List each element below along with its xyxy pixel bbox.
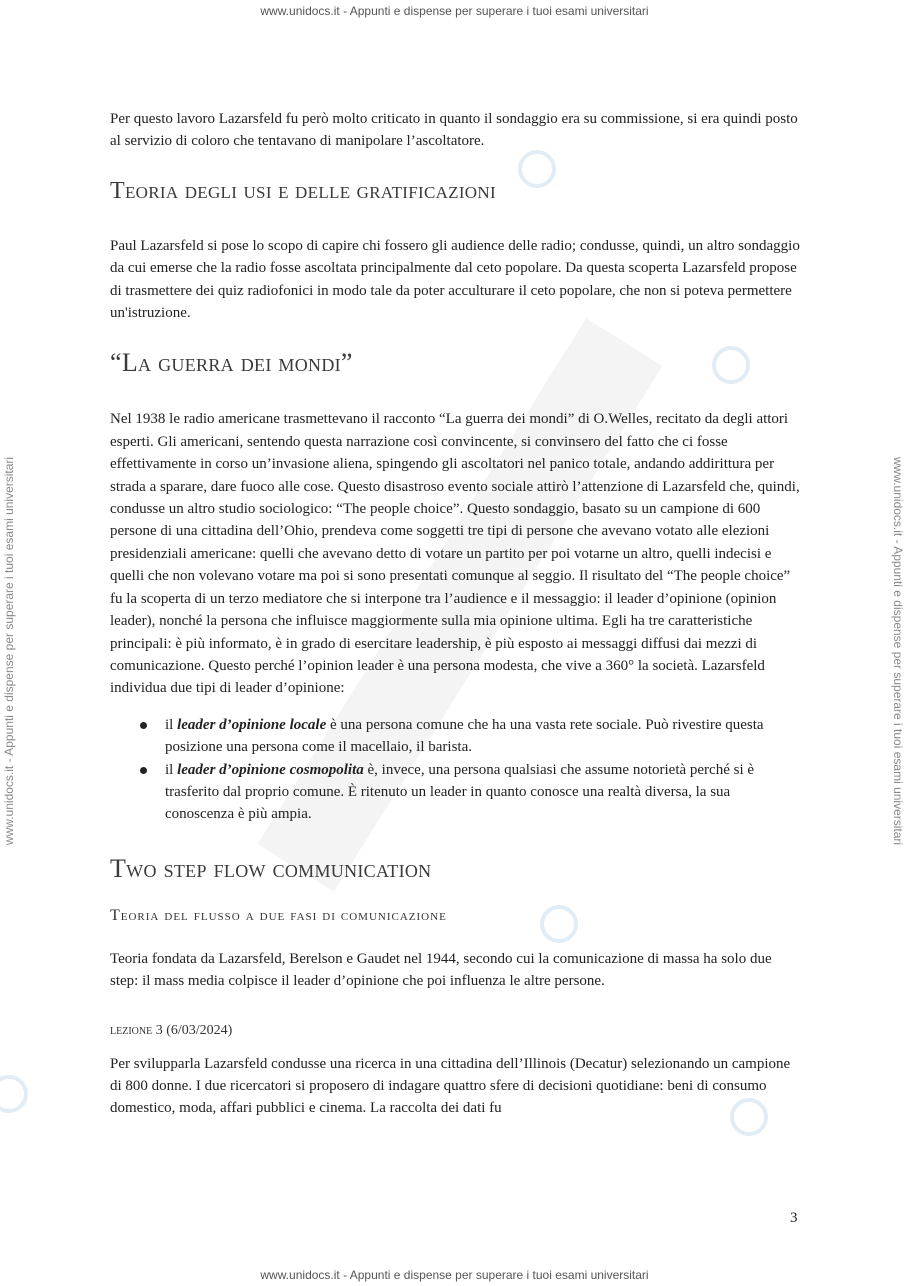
paragraph-guerra-dei-mondi: Nel 1938 le radio americane trasmettevano il racconto “La guerra dei mondi” di O.Welles, recitato da degli attori esperti. Gli americani, sentendo questa narrazione così convincente, si convinsero del fatto che ci fosse effettivamente in corso un’invasione aliena, spingendo gli ascoltatori nel panico totale, andando addirittura per strada a sparare, dare fuoco alle cose. Questo disastroso evento sociale attirò l’attenzione di Lazarsfeld che, quindi, condusse un altro studio sociologico: “The people choice”. Questo sondaggio, basato su un campione di 600 persone di una cittadina dell’Ohio, prendeva come soggetti tre tipi di persone che avevano votato alle elezioni presidenziali americane: quelli che avevano detto di votare un partito per poi votarne un altro, quelli indecisi e quelli che non volevano votare ma poi si sono presentati comunque al seggio. Il risultato del “The people choice” fu la scoperta di un terzo mediatore che si interpone tra l’audience e il messaggio: il leader d’opinione (opinion leader), nonché la persona che influisce maggiormente sulla mia opinione ultima. Egli ha tre caratteristiche principali: è più informato, è in grado di esercitare leadership, è più esposto ai messaggi diffusi dai mezzi di comunicazione. Questo perché l’opinion leader è una persona modesta, che vive a 360° la società. Lazarsfeld individua due tipi di leader d’opinione:	[110, 411, 800, 697]
list-item	[165, 714, 800, 759]
paragraph-decatur: Per svilupparla Lazarsfeld condusse una ricerca in una cittadina dell’Illinois (Decatur) selezionando un campione di 800 donne. I due ricercatori si proposero di indagare quattro sfere di decisioni quotidiane: beni di consumo domestico, moda, affari pubblici e cinema. La raccolta dei dati fu	[110, 1055, 791, 1117]
heading-guerra-dei-mondi: “La guerra dei mondi”	[110, 348, 353, 378]
heading-two-step-flow: Two step flow communication	[110, 853, 432, 883]
list-item-term: leader d’opinione locale	[177, 716, 327, 733]
list-item-prefix: il	[165, 761, 178, 778]
leader-types-list	[110, 714, 800, 826]
paragraph-intro: Per questo lavoro Lazarsfeld fu però molto criticato in quanto il sondaggio era su commissione, si era quindi posto al servizio di coloro che tentavano di manipolare l’ascoltatore.	[110, 111, 798, 150]
page-number: 3	[790, 1210, 798, 1226]
heading-usi-gratificazioni: Teoria degli usi e delle gratificazioni	[110, 177, 496, 204]
paragraph-two-step-flow: Teoria fondata da Lazarsfeld, Berelson e Gaudet nel 1944, secondo cui la comunicazione di massa ha solo due step: il mass media colpisce il leader d’opinione che poi influenza le altre persone.	[110, 950, 772, 990]
list-item-text: è una persona comune che ha una vasta rete sociale. Può rivestire questa posizione una persona come il macellaio, il barista.	[165, 716, 764, 756]
watermark-top: www.unidocs.it - Appunti e dispense per superare i tuoi esami universitari	[260, 4, 649, 18]
list-item-text: è, invece, una persona qualsiasi che assume notorietà perché si è trasferito dal proprio comune. È ritenuto un leader in quanto conosce una realtà diversa, la sua conoscenza è più ampia.	[165, 761, 755, 823]
list-item	[165, 759, 800, 826]
watermark-bottom: www.unidocs.it - Appunti e dispense per superare i tuoi esami universitari	[260, 1268, 649, 1282]
list-item-prefix: il	[165, 716, 178, 733]
subheading-flusso-due-fasi: Teoria del flusso a due fasi di comunicazione	[110, 906, 447, 924]
paragraph-usi-gratificazioni: Paul Lazarsfeld si pose lo scopo di capire chi fossero gli audience delle radio; condusse, quindi, un altro sondaggio da cui emerse che la radio fosse ascoltata principalmente dal ceto popolare. Da questa scoperta Lazarsfeld propose di trasmettere dei quiz radiofonici in modo tale da poter acculturare il ceto popolare, che non si poteva permettere un'istruzione.	[110, 237, 800, 322]
watermark-left: www.unidocs.it - Appunti e dispense per superare i tuoi esami universitari	[2, 456, 16, 846]
lesson-heading: lezione 3 (6/03/2024)	[110, 1022, 233, 1038]
list-item-term: leader d’opinione cosmopolita	[177, 761, 364, 778]
document-body	[110, 108, 800, 1120]
watermark-right: www.unidocs.it - Appunti e dispense per superare i tuoi esami universitari	[891, 456, 905, 846]
